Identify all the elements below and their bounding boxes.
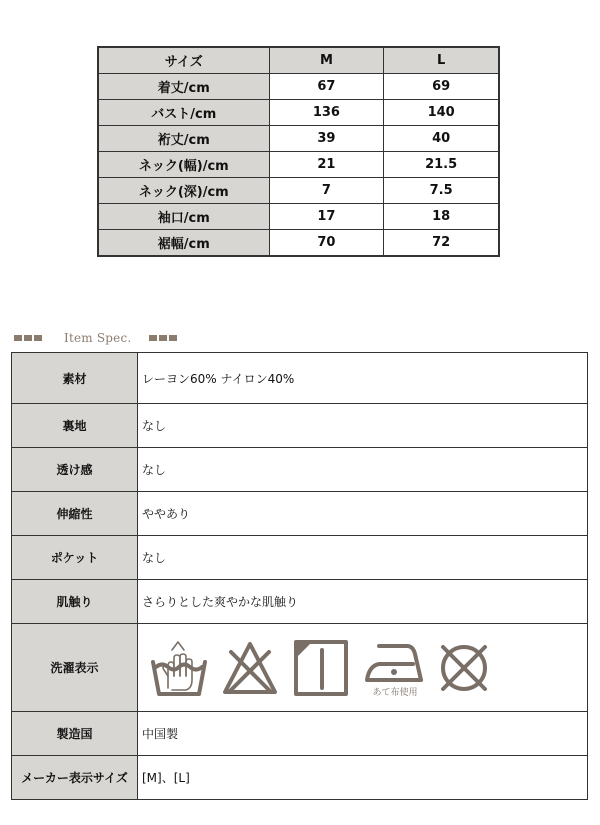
item-spec-header — [14, 328, 177, 348]
spec-label: ポケット — [12, 536, 138, 580]
size-value-l: 40 — [384, 126, 499, 152]
square-icon — [149, 335, 157, 341]
size-value-l: 7.5 — [384, 178, 499, 204]
spec-row-care — [12, 624, 588, 712]
size-value-m: 136 — [269, 100, 384, 126]
spec-row-texture — [12, 580, 588, 624]
spec-label: 洗濯表示 — [12, 624, 138, 712]
spec-label: 透け感 — [12, 448, 138, 492]
spec-row-material — [12, 353, 588, 404]
spec-row-sheerness — [12, 448, 588, 492]
size-row-neck-depth — [98, 178, 499, 204]
spec-value: なし — [138, 448, 588, 492]
size-value-l: 18 — [384, 204, 499, 230]
spec-label: メーカー表示サイズ — [12, 756, 138, 800]
size-value-l: 69 — [384, 74, 499, 100]
spec-row-maker-size — [12, 756, 588, 800]
spec-value: なし — [138, 404, 588, 448]
spec-value: 中国製 — [138, 712, 588, 756]
spec-label: 裏地 — [12, 404, 138, 448]
spec-row-origin — [12, 712, 588, 756]
spec-row-lining — [12, 404, 588, 448]
size-row-label: 裾幅/cm — [98, 230, 269, 257]
no-bleach-icon — [221, 636, 279, 700]
size-row-label: 袖口/cm — [98, 204, 269, 230]
size-row-neck-width — [98, 152, 499, 178]
size-row-sleeve-length — [98, 126, 499, 152]
size-row-hem-width — [98, 230, 499, 257]
line-dry-shade-icon — [292, 636, 350, 700]
spec-value: さらりとした爽やかな肌触り — [138, 580, 588, 624]
iron-note: あて布使用 — [372, 687, 418, 698]
square-icon — [34, 335, 42, 341]
size-value-m: 21 — [269, 152, 384, 178]
square-icon — [14, 335, 22, 341]
spec-label: 肌触り — [12, 580, 138, 624]
size-header-label: サイズ — [98, 47, 269, 74]
iron-low-icon — [363, 636, 425, 700]
spec-value: ややあり — [138, 492, 588, 536]
size-table — [97, 46, 500, 257]
care-icons — [142, 625, 587, 711]
size-value-m: 39 — [269, 126, 384, 152]
size-value-m: 67 — [269, 74, 384, 100]
spec-label: 素材 — [12, 353, 138, 404]
square-icon — [169, 335, 177, 341]
size-row-length — [98, 74, 499, 100]
size-row-label: 裄丈/cm — [98, 126, 269, 152]
size-row-label: 着丈/cm — [98, 74, 269, 100]
item-spec-title: Item Spec. — [64, 331, 132, 345]
size-value-m: 70 — [269, 230, 384, 257]
size-table-header-row — [98, 47, 499, 74]
size-value-m: 17 — [269, 204, 384, 230]
spec-table — [11, 352, 588, 800]
spec-value: なし — [138, 536, 588, 580]
decorative-squares-right — [149, 335, 177, 341]
spec-value: レーヨン60% ナイロン40% — [138, 353, 588, 404]
size-header-l: L — [384, 47, 499, 74]
spec-row-stretch — [12, 492, 588, 536]
size-row-label: ネック(幅)/cm — [98, 152, 269, 178]
hand-wash-icon — [150, 636, 208, 700]
iron-shape — [363, 636, 425, 684]
size-row-cuff — [98, 204, 499, 230]
care-icons-cell — [138, 624, 588, 712]
size-value-l: 21.5 — [384, 152, 499, 178]
size-row-bust — [98, 100, 499, 126]
size-row-label: バスト/cm — [98, 100, 269, 126]
size-row-label: ネック(深)/cm — [98, 178, 269, 204]
spec-row-pocket — [12, 536, 588, 580]
size-header-m: M — [269, 47, 384, 74]
size-value-m: 7 — [269, 178, 384, 204]
size-value-l: 140 — [384, 100, 499, 126]
size-value-l: 72 — [384, 230, 499, 257]
square-icon — [159, 335, 167, 341]
square-icon — [24, 335, 32, 341]
spec-label: 伸縮性 — [12, 492, 138, 536]
spec-value: [M]、[L] — [138, 756, 588, 800]
spec-label: 製造国 — [12, 712, 138, 756]
decorative-squares-left — [14, 335, 42, 341]
no-tumble-dry-icon — [435, 636, 493, 700]
